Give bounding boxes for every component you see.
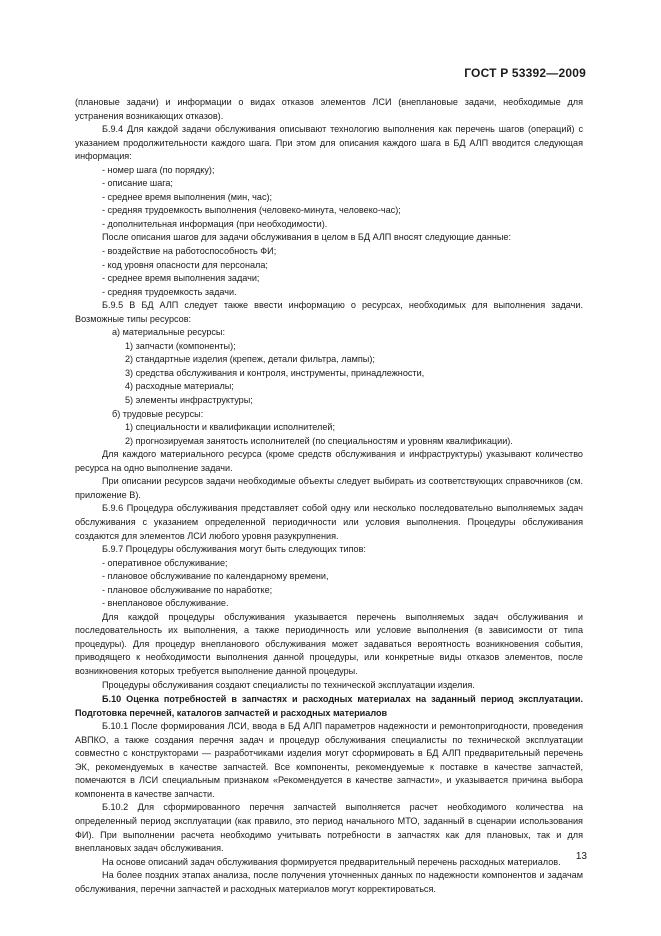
list-item: - код уровня опасности для персонала; (102, 259, 268, 270)
list-item: 2) стандартные изделия (крепеж, детали фильтра, лампы); (125, 354, 375, 365)
paragraph: Для каждой процедуры обслуживания указывается перечень выполняемых задач обслуживания и последовательность их выполнения, а также периодичность или условие выполнения (в зависимости от типа процедуры). Для процедур внепланового обслуживания может задаваться вероятность возникновения события, приводящего к необходимости выполнения данной процедуры, или конкретные виды отказов элементов, после возникновения которых требуется выполнение данной процедуры. (75, 611, 583, 676)
list-item: - среднее время выполнения задачи; (102, 273, 260, 284)
list-item: - средняя трудоемкость выполнения (человеко-минута, человеко-час); (102, 205, 401, 216)
section-heading: Б.10 Оценка потребностей в запчастях и расходных материалах на заданный период эксплуатации. Подготовка перечней, каталогов запчастей и расходных материалов (75, 694, 583, 718)
paragraph: При описании ресурсов задачи необходимые объекты следует выбирать из соответствующих справочников (см. приложение В). (75, 476, 583, 500)
list-item: - внеплановое обслуживание. (102, 598, 229, 609)
paragraph: После описания шагов для задачи обслуживания в целом в БД АЛП вносят следующие данные: (102, 232, 512, 243)
list-item: а) материальные ресурсы: (112, 327, 225, 338)
paragraph: Б.9.7 Процедуры обслуживания могут быть следующих типов: (102, 544, 366, 555)
list-item: - дополнительная информация (при необходимости). (102, 218, 328, 229)
list-item: 1) запчасти (компоненты); (125, 340, 236, 351)
paragraph: Процедуры обслуживания создают специалисты по технической эксплуатации изделия. (102, 679, 475, 690)
paragraph: Б.10.1 После формирования ЛСИ, ввода в БД АЛП параметров надежности и ремонтопригодности, проведения АВПКО, а также создания перечня задач и процедур обслуживания специалисты по технической эксплуатации совместно с конструкторами — разработчиками изделия могут сформировать в БД АЛП предварительный перечень ЭК, рекомендуемых в качестве запчастей. Все компоненты, рекомендуемые к поставке в качестве запчастей, помечаются в ЛСИ специальным признаком «Рекомендуется в качестве запчасти», и указывается причина выбора компонента в качестве запчасти. (75, 721, 583, 799)
list-item: - оперативное обслуживание; (102, 557, 228, 568)
list-item: 3) средства обслуживания и контроля, инструменты, принадлежности, (125, 367, 425, 378)
paragraph: На основе описаний задач обслуживания формируется предварительный перечень расходных материалов. (102, 856, 561, 867)
paragraph: Б.9.6 Процедура обслуживания представляет собой одну или несколько последовательно выполняемых задач обслуживания с указанием определенной периодичности или условия выполнения. Процедуры обслуживания создаются для элементов ЛСИ любого уровня разукрупнения. (75, 503, 583, 541)
document-body (75, 96, 583, 896)
list-item: - средняя трудоемкость задачи. (102, 286, 237, 297)
paragraph: Б.10.2 Для сформированного перечня запчастей выполняется расчет необходимого количества на определенный период эксплуатации (как правило, это период начального МТО, заданный в сценарии использования ФИ). При выполнении расчета необходимо учитывать потребности в запчастях как для плановых, так и для внеплановых задач обслуживания. (75, 802, 583, 854)
list-item: 1) специальности и квалификации исполнителей; (125, 422, 335, 433)
page-number: 13 (575, 851, 587, 862)
list-item: - плановое обслуживание по наработке; (102, 584, 273, 595)
paragraph: (плановые задачи) и информации о видах отказов элементов ЛСИ (внеплановые задачи, необходимые для устранения возникающих отказов). (75, 97, 583, 121)
list-item: - описание шага; (102, 178, 173, 189)
list-item: - воздействие на работоспособность ФИ; (102, 246, 277, 257)
paragraph: Для каждого материального ресурса (кроме средств обслуживания и инфраструктуры) указывают количество ресурса на одно выполнение задачи. (75, 449, 583, 473)
list-item: - плановое обслуживание по календарному времени, (102, 571, 329, 582)
list-item: - среднее время выполнения (мин, час); (102, 191, 273, 202)
paragraph: Б.9.5 В БД АЛП следует также ввести информацию о ресурсах, необходимых для выполнения задачи. Возможные типы ресурсов: (75, 300, 583, 324)
list-item: б) трудовые ресурсы: (112, 408, 204, 419)
list-item: - номер шага (по порядку); (102, 164, 215, 175)
list-item: 4) расходные материалы; (125, 381, 234, 392)
paragraph: На более поздних этапах анализа, после получения уточненных данных по надежности компонентов и задачам обслуживания, перечни запчастей и расходных материалов могут корректироваться. (75, 870, 583, 894)
list-item: 2) прогнозируемая занятость исполнителей (по специальностям и уровням квалификации). (125, 435, 513, 446)
document-standard-id: ГОСТ Р 53392—2009 (464, 66, 586, 80)
list-item: 5) элементы инфраструктуры; (125, 395, 253, 406)
paragraph: Б.9.4 Для каждой задачи обслуживания описывают технологию выполнения как перечень шагов (операций) с указанием продолжительности каждого шага. При этом для описания каждого шага в БД АЛП вводится следующая информация: (75, 124, 583, 162)
